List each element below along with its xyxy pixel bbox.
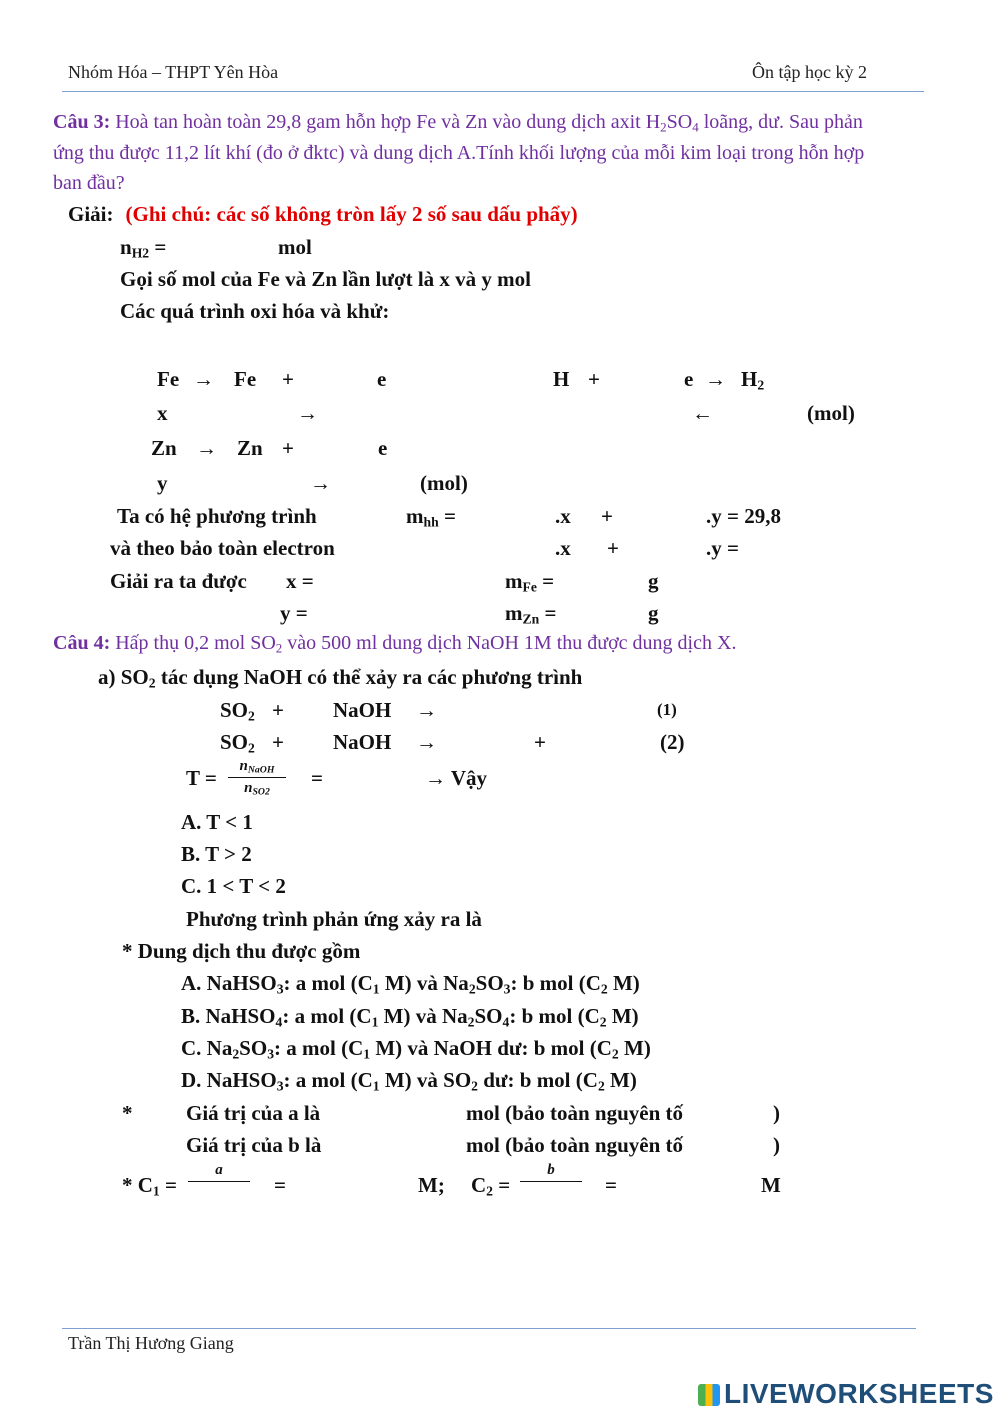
q3-line2: ứng thu được 11,2 lít khí (đo ở đktc) và dung dịch A.Tính khối lượng của mỗi kim loại trong hỗn hợp — [53, 142, 865, 164]
mol-unit-2: (mol) — [420, 471, 468, 495]
eq1-plus: + — [601, 504, 613, 528]
mzn: $m_{Zn}$ = — [505, 601, 557, 627]
fe-left: Fe — [157, 367, 180, 391]
solution-note: (Ghi chú: các số không tròn lấy 2 số sau dấu phẩy) — [125, 202, 578, 226]
dd-option-c[interactable]: C. $Na_2SO_3$: a mol ($C_1$ M) và NaOH dư: b mol ($C_2$ M) — [181, 1036, 651, 1062]
r1-so2: $SO_2$ — [220, 698, 255, 724]
r2-so2: $SO_2$ — [220, 730, 255, 756]
x-arrow: → — [297, 401, 318, 425]
phuong-trinh: Phương trình phản ứng xảy ra là — [186, 907, 482, 931]
h-electron: e — [684, 367, 694, 391]
header-left: Nhóm Hóa – THPT Yên Hòa — [68, 62, 279, 82]
y-arrow: → — [310, 471, 331, 495]
mfe: $m_{Fe}$ = — [505, 569, 555, 595]
giai-label: Giải: — [68, 202, 114, 226]
cac-qua-trinh: Các quá trình oxi hóa và khử: — [120, 299, 390, 323]
c1-equals: = — [274, 1173, 286, 1197]
va-theo: và theo bảo toàn electron — [110, 536, 335, 560]
mhh: $m_{hh}$ = — [406, 504, 456, 530]
dd-option-a[interactable]: A. NaHSO$_3$: a mol ($C_1$ M) và $Na_2SO_3$: b mol ($C_2$ M) — [181, 971, 640, 997]
btnt-b: mol (bảo toàn nguyên tố — [466, 1133, 684, 1157]
r2-naoh: NaOH — [333, 730, 392, 754]
gia-tri-b: Giá trị của b là — [186, 1133, 322, 1157]
r2-number: (2) — [660, 730, 685, 754]
eq2-y: .y = — [706, 536, 739, 560]
q4-label: Câu 4: — [53, 632, 111, 654]
vay: → Vậy — [425, 766, 488, 790]
goi-line: Gọi số mol của Fe và Zn lần lượt là x và y mol — [120, 267, 531, 291]
c1-label: * $C_1$ = — [122, 1173, 177, 1199]
zn-plus: + — [282, 436, 294, 460]
h-plus: + — [588, 367, 600, 391]
option-b[interactable]: B. T > 2 — [181, 842, 252, 866]
left-arrow: ← — [692, 401, 713, 425]
mzn-unit: g — [648, 601, 659, 625]
header-right: Ôn tập học kỳ 2 — [752, 62, 867, 82]
r2-plus-2: + — [534, 730, 546, 754]
dung-dich: * Dung dịch thu được gồm — [122, 939, 361, 963]
t-fraction — [228, 758, 286, 797]
dd-option-d[interactable]: D. NaHSO$_3$: a mol ($C_1$ M) và $SO_2$ dư: b mol ($C_2$ M) — [181, 1068, 637, 1094]
dd-option-b[interactable]: B. NaHSO$_4$: a mol ($C_1$ M) và $Na_2SO_4$: b mol ($C_2$ M) — [181, 1004, 639, 1030]
y-eq: y = — [280, 601, 308, 625]
r2-arrow: → — [416, 730, 437, 754]
q3-label: Câu 3: — [53, 111, 111, 133]
fe-electron: e — [377, 367, 387, 391]
zn-arrow: → — [196, 436, 217, 460]
q3-line3: ban đầu? — [53, 172, 125, 194]
x-eq: x = — [286, 569, 314, 593]
zn-electron: e — [378, 436, 388, 460]
r1-naoh: NaOH — [333, 698, 392, 722]
gia-tri-a: Giá trị của a là — [186, 1101, 321, 1125]
t-equals: = — [311, 766, 323, 790]
r1-plus: + — [272, 698, 284, 722]
footer-divider — [62, 1328, 916, 1329]
c2-unit: M — [761, 1173, 781, 1197]
t-denominator: $n_{SO2}$ — [244, 780, 270, 798]
liveworksheets-icon — [698, 1384, 720, 1406]
q3-line1: Câu 3: Hoà tan hoàn toàn 29,8 gam hỗn hợp Fe và Zn vào dung dịch axit $H_2SO_4$ loãng, dư. Sau phản — [53, 111, 863, 135]
btnt-b-close: ) — [773, 1133, 780, 1157]
btnt-a-close: ) — [773, 1101, 780, 1125]
solution-heading — [68, 202, 578, 227]
giai-ra: Giải ra ta được — [110, 569, 247, 593]
option-a[interactable]: A. T < 1 — [181, 810, 253, 834]
fe-arrow: → — [193, 367, 214, 391]
mfe-unit: g — [648, 569, 659, 593]
c2-fraction: b — [520, 1162, 582, 1182]
r1-number: (1) — [657, 700, 677, 719]
r2-plus: + — [272, 730, 284, 754]
h-arrow: → — [705, 367, 726, 391]
ta-co-he: Ta có hệ phương trình — [117, 504, 317, 528]
eq1-y: .y = 29,8 — [706, 504, 781, 528]
x-var: x — [157, 401, 168, 425]
eq1-x: .x — [555, 504, 571, 528]
part-a: a) $SO_2$ tác dụng NaOH có thể xảy ra các phương trình — [98, 665, 583, 691]
c1-unit: M; — [418, 1173, 445, 1197]
c1-fraction: a — [188, 1162, 250, 1182]
h2-product: $H_2$ — [741, 367, 765, 393]
btnt-a: mol (bảo toàn nguyên tố — [466, 1101, 684, 1125]
liveworksheets-logo: LIVEWORKSHEETS — [698, 1378, 994, 1410]
eq2-x: .x — [555, 536, 571, 560]
zn-left: Zn — [151, 436, 177, 460]
header-divider — [62, 91, 924, 92]
zn-right: Zn — [237, 436, 263, 460]
q4-line: Câu 4: Hấp thụ 0,2 mol $SO_2$ vào 500 ml dung dịch NaOH 1M thu được dung dịch X. — [53, 632, 737, 656]
nh2-line: $n_{H2}$ = — [120, 235, 167, 261]
t-numerator: $n_{NaOH}$ — [228, 758, 286, 778]
eq2-plus: + — [607, 536, 619, 560]
t-eq: T = — [186, 766, 217, 790]
c2-equals: = — [605, 1173, 617, 1197]
nh2-unit: mol — [278, 235, 312, 259]
option-c[interactable]: C. 1 < T < 2 — [181, 874, 286, 898]
footer-author: Trần Thị Hương Giang — [68, 1333, 234, 1353]
fe-right: Fe — [234, 367, 257, 391]
fe-plus: + — [282, 367, 294, 391]
y-var: y — [157, 471, 168, 495]
c2-label: $C_2$ = — [471, 1173, 511, 1199]
mol-unit-1: (mol) — [807, 401, 855, 425]
h-left: H — [553, 367, 570, 391]
r1-arrow: → — [416, 698, 437, 722]
star-bullet: * — [122, 1101, 133, 1125]
